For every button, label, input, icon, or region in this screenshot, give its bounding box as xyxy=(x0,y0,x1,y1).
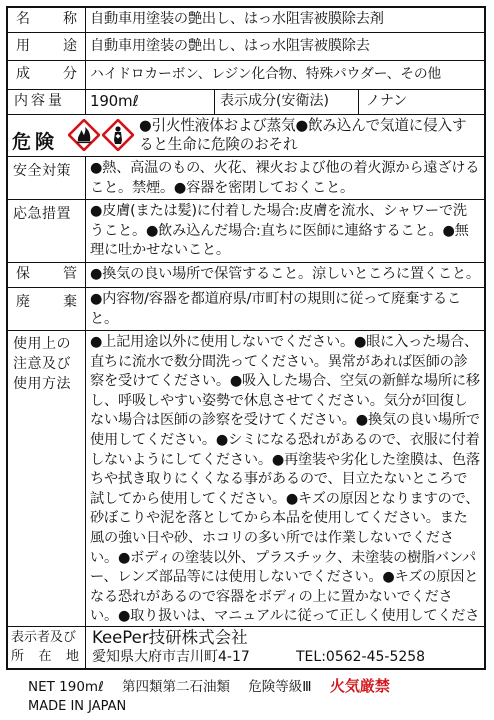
usage-text: ●上記用途以外に使用しないでください。●眼に入った場合、直ちに流水で数分間洗ってください。異常があれば医師の診察を受けてください。●吸入した場合、空気の新鮮な場所に移し、呼吸しやすい姿勢で休息させてください。気分が回復しない場合は医師の診察を受けてください。●換気の良い場所で使用してください。●シミになる恐れがあるので、衣服に付着しないようにしてください。●再塗装や劣化した塗膜は、色落ちや拭き取りにくくなる事があるので、目立たないところで試してから使用してください。●キズの原因となりますので、砂ぼこりや泥を落としてから本品を使用してください。また風の強い日や砂、ホコリの多い所では作業しないでください。●ボディの塗装以外、プラスチック、未塗装の樹脂バンパー、レンズ部品等には使用しないでください。●キズの原因となる恐れがあるので容器をボディの上に置かないでください。●取り扱いは、マニュアルに従って正しく使用してくださ xyxy=(90,334,480,625)
row-label: 廃 棄 xyxy=(8,288,86,330)
row-use xyxy=(8,33,484,61)
row-label: 使用上の 注意及び 使用方法 xyxy=(8,331,86,626)
row-label: 安全対策 xyxy=(8,157,86,199)
row-label: 表示者及び 所 在 地 xyxy=(8,627,86,668)
row-composition xyxy=(8,61,484,90)
row-label: 名 称 xyxy=(8,8,86,32)
row-first-aid xyxy=(8,200,484,263)
company-phone: TEL:0562-45-5258 xyxy=(296,649,426,665)
health-hazard-pictogram-icon xyxy=(102,119,134,151)
row-storage xyxy=(8,263,484,288)
danger-signal-word: 危険 xyxy=(12,131,59,153)
footer-line-1 xyxy=(28,676,404,697)
label-table xyxy=(6,6,486,670)
row-disposal xyxy=(8,288,484,331)
row-manufacturer xyxy=(8,627,484,668)
row-name xyxy=(8,8,484,33)
row-label: 成 分 xyxy=(8,61,86,89)
disposal-text: ●内容物/容器を都道府県/市町村の規則に従って廃棄すること。 xyxy=(90,291,462,327)
volume-value: 190mℓ xyxy=(90,92,139,110)
row-usage xyxy=(8,331,484,627)
row-label: 保 管 xyxy=(8,263,86,287)
origin-label: MADE IN JAPAN xyxy=(28,699,127,714)
row-safety xyxy=(8,157,484,200)
hazard-grade: 危険等級Ⅲ xyxy=(248,679,312,695)
row-volume xyxy=(8,90,484,115)
storage-text: ●換気の良い場所で保管すること。涼しいところに置くこと。 xyxy=(90,266,480,282)
safety-text: ●熱、高温のもの、火花、裸火および他の着火源から遠ざけること。禁煙。●容器を密閉しておくこと。 xyxy=(90,160,480,196)
row-label: 用 途 xyxy=(8,33,86,60)
company-name: KeePer技研株式会社 xyxy=(92,628,248,647)
row-label: 応急措置 xyxy=(8,200,86,262)
use-value: 自動車用塗装の艶出し、はっ水阻害被膜除去 xyxy=(90,38,370,54)
display-ingredient-value: ノナン xyxy=(366,93,408,109)
hazard-class: 第四類第二石油類 xyxy=(121,679,230,695)
row-danger xyxy=(8,115,484,157)
fire-warning: 火気厳禁 xyxy=(329,677,390,695)
usage-instructions xyxy=(90,333,480,626)
danger-text: ●引火性液体および蒸気●飲み込んで気道に侵入すると生命に危険のおそれ xyxy=(139,117,467,153)
composition-value: ハイドロカーボン、レジン化合物、特殊パウダー、その他 xyxy=(90,66,442,82)
display-ingredient-label: 表示成分(安衛法) xyxy=(220,93,329,109)
first-aid-text: ●皮膚(または髪)に付着した場合:皮膚を流水、シャワーで洗うこと。●飲み込んだ場合:直ちに医師に連絡すること。●無理に吐かせないこと。 xyxy=(90,203,469,259)
flammable-pictogram-icon xyxy=(68,119,100,151)
company-address: 愛知県大府市吉川町4-17 xyxy=(92,649,250,665)
product-name-value: 自動車用塗装の艶出し、はっ水阻害被膜除去剤 xyxy=(90,11,384,27)
net-volume: NET 190mℓ xyxy=(28,679,104,695)
row-label: 内容量 xyxy=(8,90,86,114)
